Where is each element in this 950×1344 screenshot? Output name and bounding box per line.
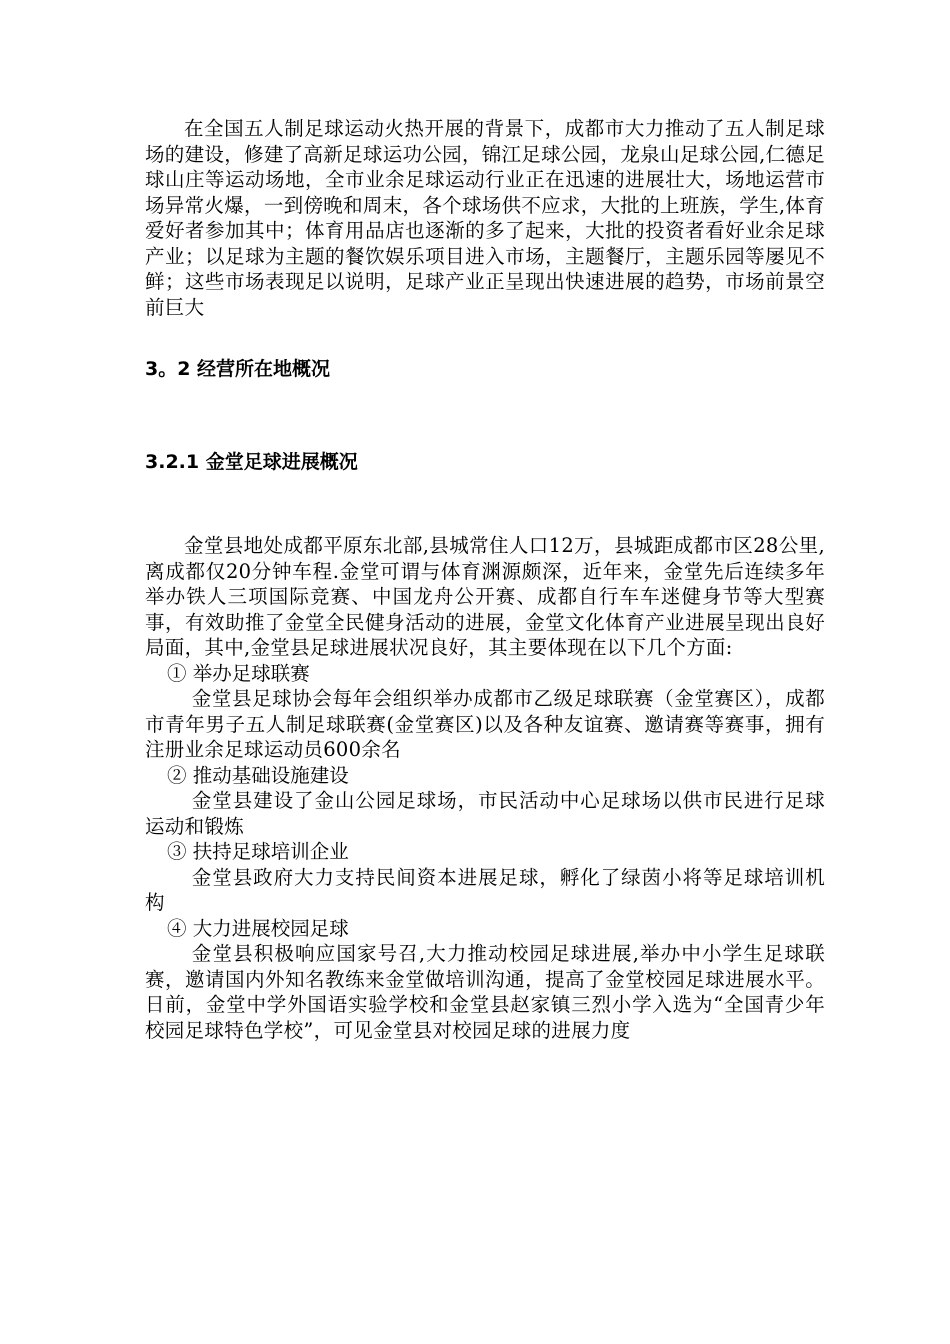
list-item-body: 金堂县政府大力支持民间资本进展足球，孵化了绿茵小将等足球培训机构 [145,865,825,914]
section-heading-3-2: 3。2 经营所在地概况 [145,358,331,380]
list-item-title: ① 举办足球联赛 [167,661,310,685]
section-heading-3-2-1: 3.2.1 金堂足球进展概况 [145,451,358,473]
list-item [145,839,825,916]
list-item-title: ③ 扶持足球培训企业 [167,840,349,863]
list-item-body: 金堂县积极响应国家号召,大力推动校园足球进展,举办中小学生足球联赛，邀请国内外知名教练来金堂做培训沟通，提高了金堂校园足球进展水平。日前，金堂中学外国语实验学校和金堂县赵家镇三烈小学入选为“全国青少年校园足球特色学校”，可见金堂县对校园足球的进展力度 [145,942,825,1042]
list-item-body: 金堂县建设了金山公园足球场，市民活动中心足球场以供市民进行足球运动和锻炼 [145,789,825,838]
paragraph-market-background: 在全国五人制足球运动火热开展的背景下，成都市大力推动了五人制足球场的建设，修建了高新足球运功公园，锦江足球公园，龙泉山足球公园,仁德足球山庄等运动场地，全市业余足球运动行业正在迅速的进展壮大，场地运营市场异常火爆，一到傍晚和周末，各个球场供不应求，大批的上班族，学生,体育爱好者参加其中；体育用品店也逐渐的多了起来，大批的投资者看好业余足球产业；以足球为主题的餐饮娱乐项目进入市场，主题餐厅，主题乐园等屡见不鲜；这些市场表现足以说明，足球产业正呈现出快速进展的趋势，市场前景空前巨大 [145,117,825,319]
list-item-title: ④ 大力进展校园足球 [167,916,349,940]
document-page [145,116,825,1043]
list-item [145,661,825,763]
paragraph-jintang-overview: 金堂县地处成都平原东北部,县城常住人口12万，县城距成都市区28公里,离成都仅20分钟车程.金堂可谓与体育渊源颇深，近年来，金堂先后连续多年举办铁人三项国际竞赛、中国龙舟公开赛、成都自行车车迷健身节等大型赛事，有效助推了金堂全民健身活动的进展，金堂文化体育产业进展呈现出良好局面，其中,金堂县足球进展状况良好，其主要体现在以下几个方面: [145,534,825,659]
list-item [145,916,825,1044]
list-item-body: 金堂县足球协会每年会组织举办成都市乙级足球联赛（金堂赛区），成都市青年男子五人制足球联赛(金堂赛区)以及各种友谊赛、邀请赛等赛事，拥有注册业余足球运动员600余名 [145,687,825,761]
list-item-title: ② 推动基础设施建设 [167,763,349,787]
list-item [145,763,825,840]
